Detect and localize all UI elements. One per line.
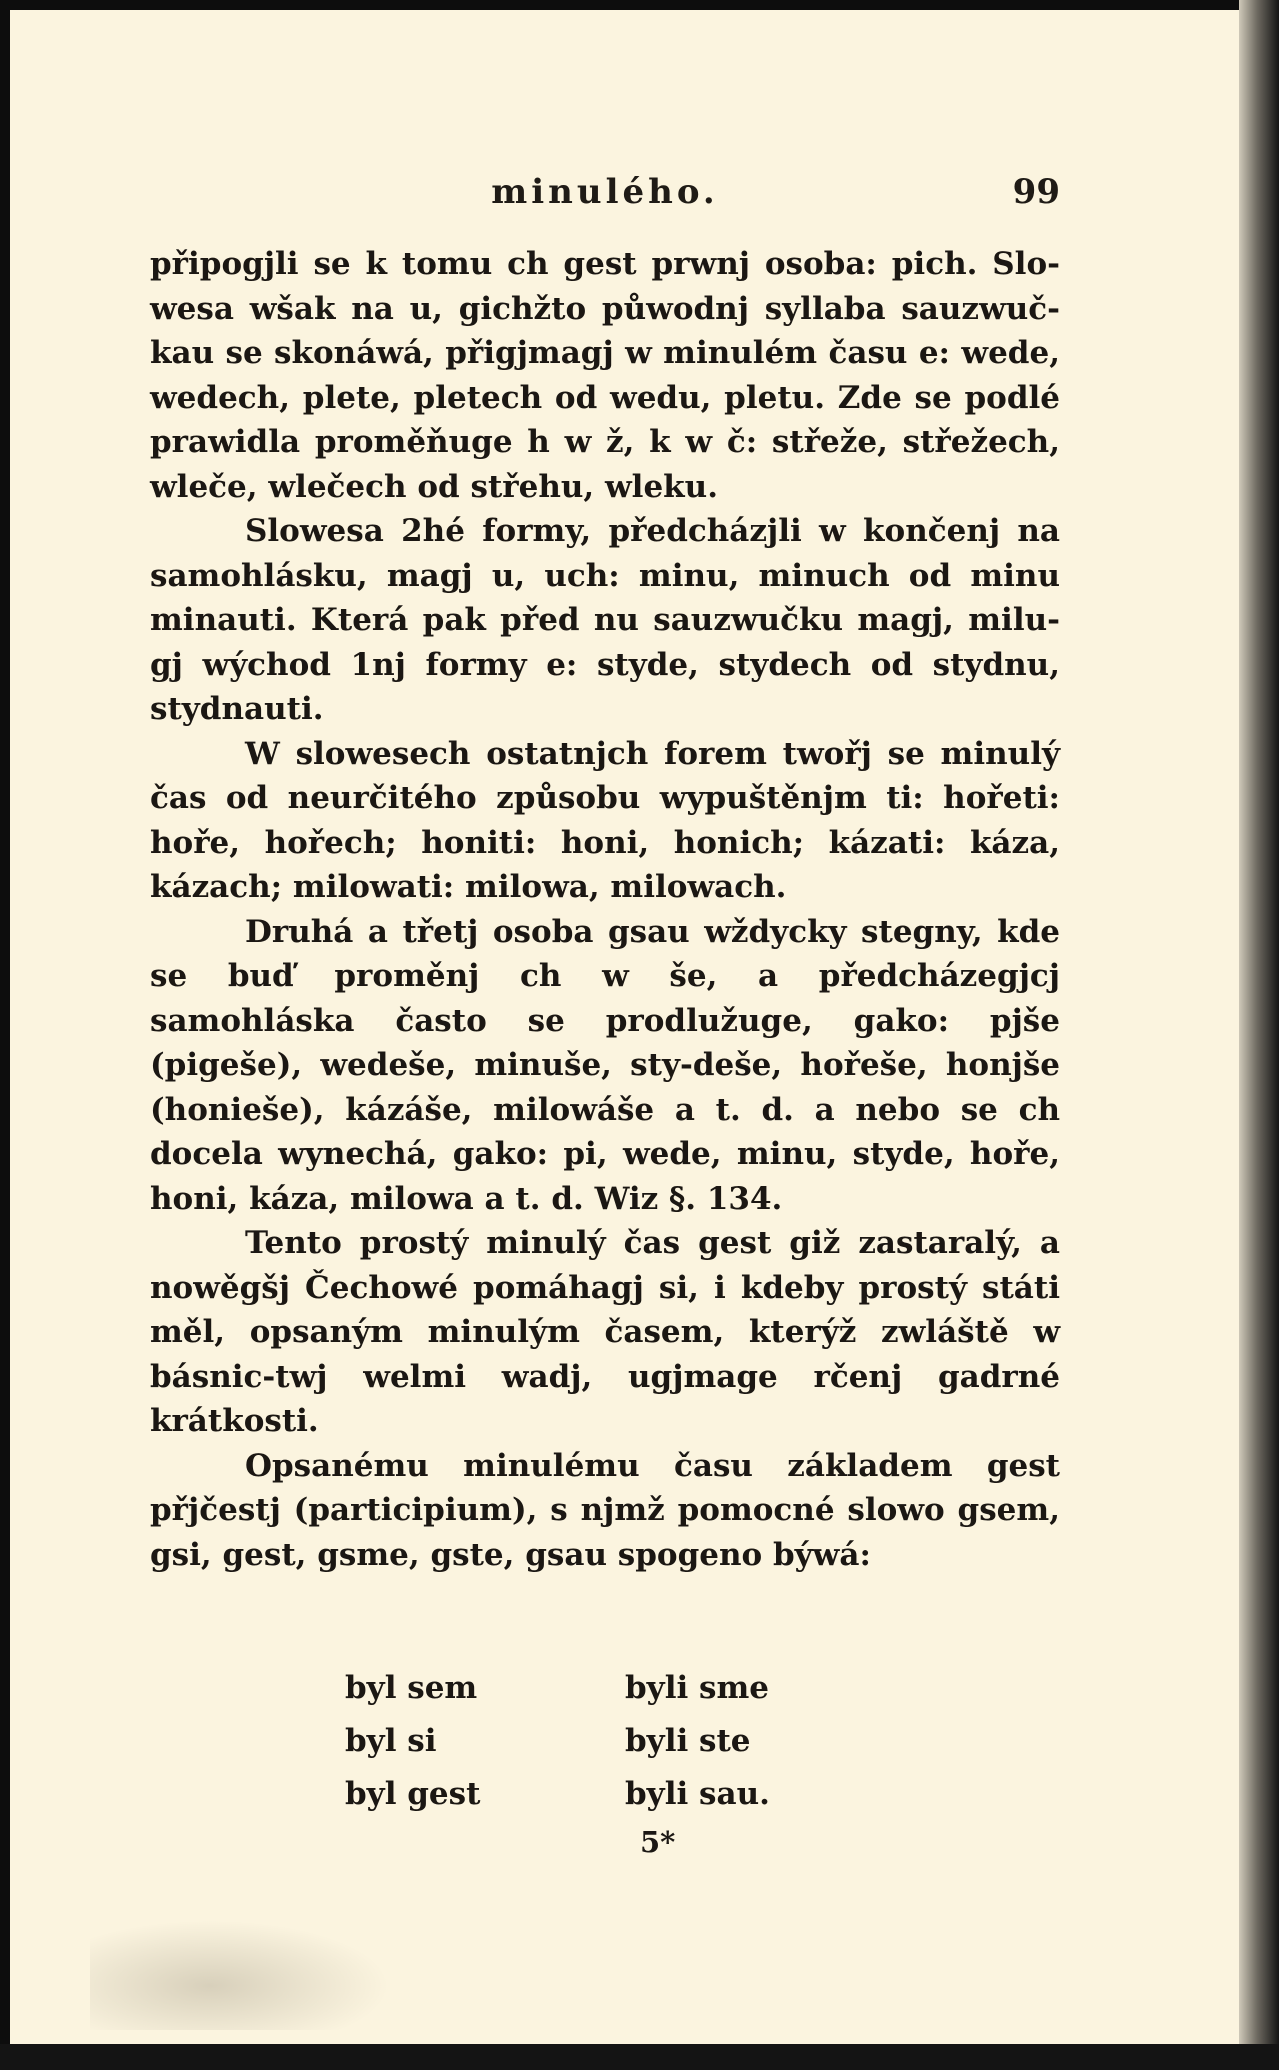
scan-border-bottom: [0, 2044, 1279, 2070]
paragraph-6: Opsanému minulému času základem gest přjčestj (participium), s njmž pomocné slowo gsem, gsi, gest, gsme, gste, gsau spogeno býwá:: [150, 1447, 1060, 1573]
conjugation-plural: byli ste: [625, 1723, 751, 1759]
conjugation-singular: byl si: [345, 1723, 437, 1759]
conjugation-row: [345, 1670, 905, 1723]
paragraph-1: připogjli se k tomu ch gest prwnj osoba: pich. Slo-wesa wšak na u, gichžto půwodnj syllaba sauzwuč-kau se skonáwá, přigjmagj w minulém času e: wede, wedech, plete, pletech od wedu, pletu. Zde se podlé prawidla proměňuge h w ž, k w č: střeže, střežech, wleče, wlečech od střehu, wleku.: [150, 246, 1060, 505]
paragraph-4: Druhá a třetj osoba gsau wždycky stegny, kde se buď proměnj ch w še, a předcházegjcj samohláska často se prodlužuge, gako: pjše (pigeše), wedeše, minuše, sty-deše, hořeše, honjše (honieše), kázáše, milowáše a t. d. a nebo se ch docela wynechá, gako: pi, wede, minu, styde, hoře, honi, káza, milowa a t. d. Wiz §. 134.: [150, 913, 1060, 1217]
paragraph-3: W slowesech ostatnjch forem twořj se minulý čas od neurčitého způsobu wypuštěnjm ti: hořeti: hoře, hořech; honiti: honi, honich; kázati: káza, kázach; milowati: milowa, milowach.: [150, 735, 1060, 905]
conjugation-row: [345, 1723, 905, 1776]
paragraph-5: Tento prostý minulý čas gest giž zastaralý, a nowěgšj Čechowé pomáhagj si, i kdeby prostý státi měl, opsaným minulým časem, kterýž zwláště w básnic-twj welmi wadj, ugjmage rčenj gadrné krátkosti.: [150, 1225, 1060, 1439]
signature-mark: 5*: [640, 1825, 676, 1859]
conjugation-singular: byl sem: [345, 1670, 478, 1706]
paragraph-2: Slowesa 2hé formy, předcházjli w končenj na samohlásku, magj u, uch: minu, minuch od minu minauti. Která pak před nu sauzwučku magj, milu-gj wýchod 1nj formy e: styde, stydech od stydnu, stydnauti.: [150, 513, 1060, 727]
conjugation-plural: byli sme: [625, 1670, 770, 1706]
conjugation-plural: byli sau.: [625, 1776, 770, 1812]
scan-border-right: [1239, 0, 1279, 2070]
conjugation-table: [345, 1670, 905, 1829]
running-header: [150, 172, 1060, 228]
running-title: minulého.: [491, 172, 719, 212]
conjugation-singular: byl gest: [345, 1776, 481, 1812]
scan-border-top: [0, 0, 1279, 10]
page-stain: [90, 1920, 390, 2030]
scan-border-left: [0, 0, 10, 2070]
page-number: 99: [1012, 172, 1060, 212]
conjugation-row: [345, 1776, 905, 1829]
page-body: [150, 242, 1060, 1577]
